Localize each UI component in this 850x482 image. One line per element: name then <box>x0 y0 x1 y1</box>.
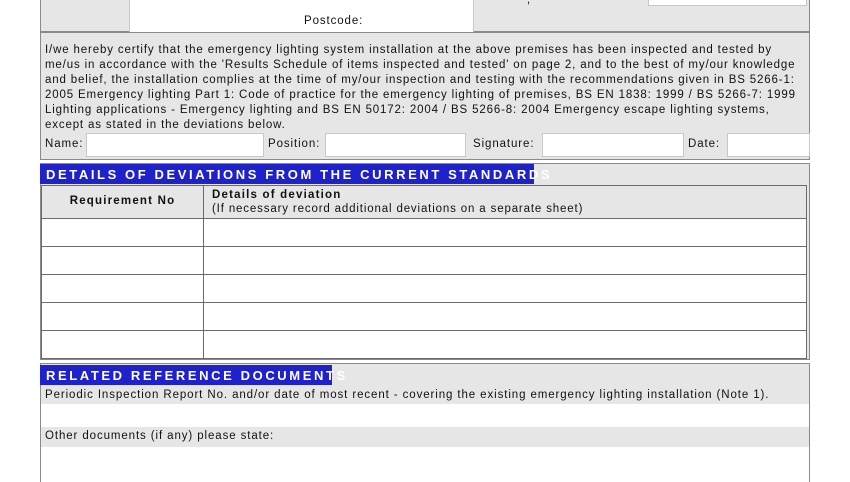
deviation-detail-cell[interactable] <box>204 219 807 247</box>
deviation-detail-cell[interactable] <box>204 331 807 359</box>
table-row <box>42 303 807 331</box>
position-label: Position: <box>268 138 321 150</box>
date-label: Date: <box>688 138 720 150</box>
date-field[interactable] <box>727 133 810 157</box>
requirement-no-cell[interactable] <box>42 331 204 359</box>
table-row <box>42 275 807 303</box>
table-row <box>42 219 807 247</box>
name-field[interactable] <box>86 133 264 157</box>
deviations-table <box>41 185 807 359</box>
signature-label: Signature: <box>473 138 535 150</box>
deviations-heading: DETAILS OF DEVIATIONS FROM THE CURRENT STANDARDS <box>40 164 534 184</box>
other-documents-field[interactable] <box>41 447 809 482</box>
details-header-note: (If necessary record additional deviations on a separate sheet) <box>212 203 584 215</box>
requirement-no-header: Requirement No <box>42 186 204 219</box>
periodic-report-field[interactable] <box>41 404 809 427</box>
position-field[interactable] <box>325 133 466 157</box>
signature-field[interactable] <box>542 133 684 157</box>
top-right-field[interactable] <box>648 0 807 6</box>
related-docs-heading: RELATED REFERENCE DOCUMENTS <box>40 365 332 385</box>
table-row <box>42 331 807 359</box>
deviation-detail-cell[interactable] <box>204 275 807 303</box>
comma-mark: , <box>527 0 531 6</box>
table-row <box>42 247 807 275</box>
deviation-detail-cell[interactable] <box>204 303 807 331</box>
deviation-detail-cell[interactable] <box>204 247 807 275</box>
details-header-title: Details of deviation <box>212 189 342 201</box>
requirement-no-cell[interactable] <box>42 275 204 303</box>
requirement-no-cell[interactable] <box>42 219 204 247</box>
name-label: Name: <box>45 138 84 150</box>
address-field[interactable] <box>129 0 474 35</box>
requirement-no-cell[interactable] <box>42 303 204 331</box>
other-documents-label: Other documents (if any) please state: <box>45 430 275 442</box>
periodic-report-label: Periodic Inspection Report No. and/or date of most recent - covering the existing emergency lighting installation (Note 1). <box>45 389 770 401</box>
deviations-header-row <box>42 186 807 219</box>
requirement-no-cell[interactable] <box>42 247 204 275</box>
certification-statement: I/we hereby certify that the emergency lighting system installation at the above premises has been inspected and tested by me/us in accordance with the 'Results Schedule of items inspected and tested' on page 2, and to the best of my/our knowledge and belief, the installation complies at the time of my/our inspection and testing with the recommendations given in BS 5266-1: 2005 Emergency lighting Part 1: Code of practice for the emergency lighting of premises, BS EN 1838: 1999 / BS 5266-7: 1999 Lighting applications - Emergency lighting and BS EN 50172: 2004 / BS 5266-8: 2004 Emergency escape lighting systems, except as stated in the deviations below. <box>45 44 796 131</box>
details-header <box>204 186 807 219</box>
postcode-label: Postcode: <box>304 15 364 27</box>
